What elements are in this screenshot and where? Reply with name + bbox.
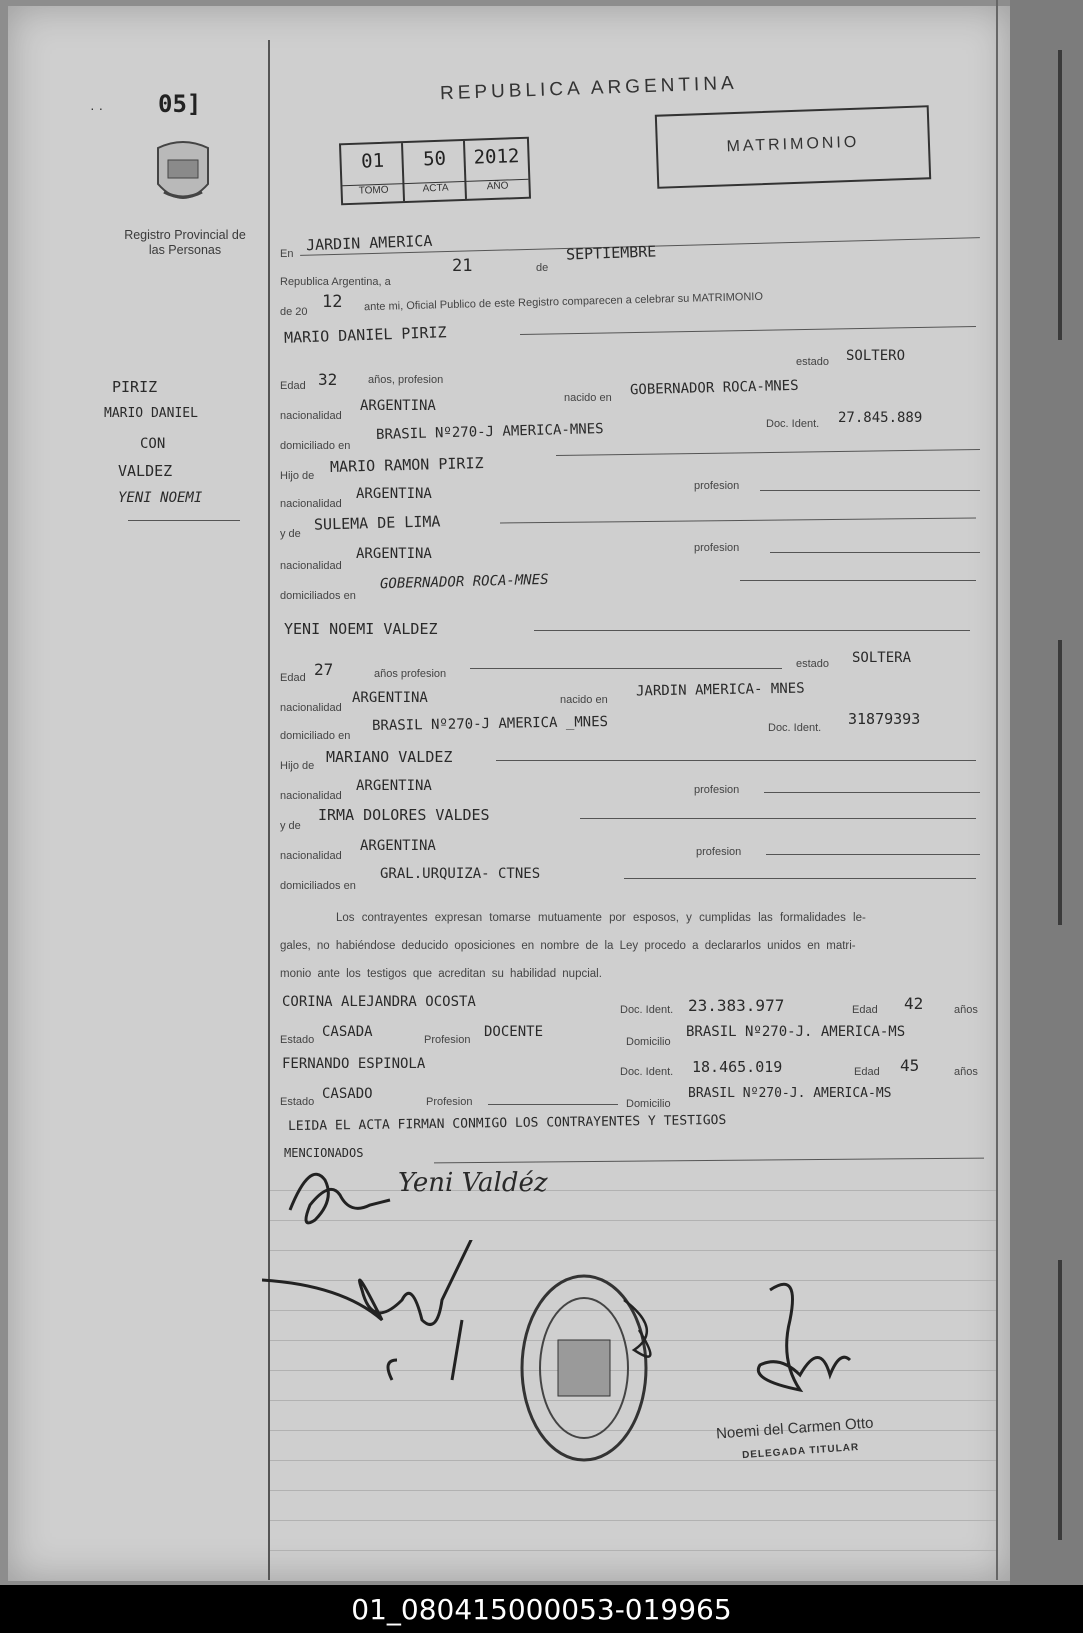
official-stamp-icon [514, 1270, 654, 1470]
bride-nacionalidad: ARGENTINA [352, 690, 428, 706]
bride-mother-nac-label: nacionalidad [280, 850, 342, 862]
witness1-profesion: DOCENTE [484, 1024, 544, 1040]
witness1-doc: 23.383.977 [688, 996, 785, 1015]
page-number: 05] [158, 90, 202, 118]
de-label: de [536, 262, 549, 274]
witness1-estado: CASADA [322, 1024, 373, 1040]
groom-parents-domicilio: GOBERNADOR ROCA-MNES [379, 571, 549, 593]
witness1-name: CORINA ALEJANDRA OCOSTA [282, 994, 476, 1010]
witness2-doc-label: Doc. Ident. [620, 1066, 674, 1078]
bride-mother: IRMA DOLORES VALDES [318, 806, 490, 824]
bride-mother-prof-label: profesion [696, 846, 742, 858]
bride-doc-label: Doc. Ident. [768, 722, 822, 734]
witness1-prof-label: Profesion [424, 1034, 471, 1046]
witness2-estado: CASADO [322, 1086, 373, 1102]
groom-mother-nac: ARGENTINA [356, 546, 432, 562]
anio-label: AÑO [466, 179, 529, 200]
groom-domicilio: BRASIL Nº270-J AMERICA-MNES [375, 421, 604, 443]
margin-note-con: CON [140, 436, 166, 452]
official-name: Noemi del Carmen Otto [715, 1414, 874, 1443]
registry-label: Registro Provincial de las Personas [124, 228, 246, 257]
tomo-label: TOMO [342, 183, 405, 204]
groom-edad: 32 [318, 370, 338, 389]
bride-anos-label: años profesion [374, 668, 447, 680]
witness1-edad-label: Edad [852, 1004, 878, 1016]
bride-estado: SOLTERA [852, 650, 912, 666]
bride-signature: Yeni Valdéz [398, 1168, 548, 1198]
official-signature-icon [740, 1280, 870, 1410]
bride-nacido-label: nacido en [560, 694, 608, 706]
witness2-domicilio: BRASIL Nº270-J. AMERICA-MS [688, 1086, 892, 1101]
bride-doms-label: domiciliados en [280, 880, 356, 892]
footer-bar [0, 1585, 1083, 1633]
bride-edad-label: Edad [280, 672, 306, 684]
bride-father-nac: ARGENTINA [356, 778, 432, 794]
groom-nacido-label: nacido en [564, 392, 612, 404]
witness1-dom-label: Domicilio [626, 1036, 671, 1048]
groom-hijo-label: Hijo de [280, 470, 315, 482]
bride-hijo-label: Hijo de [280, 760, 315, 772]
groom-father: MARIO RAMON PIRIZ [329, 453, 484, 477]
bride-parents-domicilio: GRAL.URQUIZA- CTNES [380, 866, 541, 882]
margin-note-surname: PIRIZ [112, 378, 158, 396]
groom-yde-label: y de [280, 528, 301, 540]
groom-nacido: GOBERNADOR ROCA-MNES [629, 377, 799, 399]
intro-year: 12 [322, 292, 343, 312]
groom-anos-label: años, profesion [368, 374, 444, 386]
year-prefix: de 20 [280, 306, 308, 318]
witness2-edad: 45 [900, 1056, 920, 1075]
groom-doc: 27.845.889 [838, 410, 923, 426]
groom-father-nac-label: nacionalidad [280, 498, 342, 510]
witness1-anos-label: años [954, 1004, 978, 1016]
groom-name: MARIO DANIEL PIRIZ [283, 323, 447, 347]
rep-label: Republica Argentina, a [280, 276, 391, 288]
groom-father-nac: ARGENTINA [356, 486, 432, 502]
official-title: DELEGADA TITULAR [741, 1441, 860, 1462]
groom-nac-label: nacionalidad [280, 410, 342, 422]
formal-text-line-3: monio ante los testigos que acreditan su habilidad nupcial. [280, 968, 602, 980]
tomo-value: 01 [360, 149, 385, 173]
bride-name: YENI NOEMI VALDEZ [284, 620, 438, 638]
act-type-box [655, 105, 931, 189]
witness2-prof-label: Profesion [426, 1096, 473, 1108]
witness2-edad-label: Edad [854, 1066, 880, 1078]
witness2-dom-label: Domicilio [626, 1098, 671, 1110]
witness1-edad: 42 [904, 994, 924, 1013]
bride-doc: 31879393 [848, 710, 921, 728]
margin-note-bride-name: YENI NOEMI [118, 490, 203, 506]
ruled-line [270, 1550, 996, 1551]
groom-dom-label: domiciliado en [280, 440, 351, 452]
intro-text: ante mi, Oficial Publico de este Registro comparecen a celebrar su MATRIMONIO [363, 290, 764, 314]
acta-value: 50 [422, 147, 447, 171]
page-dots: · · [90, 100, 104, 116]
closing-line-2: MENCIONADOS [284, 1146, 364, 1160]
bride-yde-label: y de [280, 820, 301, 832]
bride-domicilio: BRASIL Nº270-J AMERICA _MNES [371, 713, 609, 735]
bride-nacido: JARDIN AMERICA- MNES [635, 680, 805, 700]
witness2-estado-label: Estado [280, 1096, 315, 1108]
ruled-line [270, 1520, 996, 1521]
acta-label: ACTA [404, 181, 467, 202]
tomo-acta-box [339, 137, 531, 206]
en-label: En [280, 248, 294, 260]
bride-estado-label: estado [796, 658, 830, 670]
bride-father-nac-label: nacionalidad [280, 790, 342, 802]
intro-month: SEPTIEMBRE [565, 242, 657, 264]
groom-edad-label: Edad [280, 380, 306, 392]
province-seal-icon [150, 138, 216, 212]
bride-nac-label: nacionalidad [280, 702, 342, 714]
witness1-signature-icon [262, 1240, 492, 1400]
right-rule [996, 0, 998, 1580]
witness1-domicilio: BRASIL Nº270-J. AMERICA-MS [686, 1024, 906, 1040]
margin-note-name: MARIO DANIEL [104, 406, 198, 421]
bride-edad: 27 [314, 660, 334, 679]
act-type-label: MATRIMONIO [726, 133, 860, 156]
formal-text-line-2: gales, no habiéndose deducido oposiciones en nombre de la Ley procedo a declararlos unidos en matri- [280, 940, 856, 952]
footer-code: 01_080415000053-019965 [351, 1593, 732, 1626]
groom-mother: SULEMA DE LIMA [313, 512, 441, 534]
groom-mother-nac-label: nacionalidad [280, 560, 342, 572]
ruled-line [270, 1490, 996, 1491]
bride-father-prof-label: profesion [694, 784, 740, 796]
intro-place: JARDIN AMERICA [305, 231, 433, 255]
groom-doc-label: Doc. Ident. [766, 418, 820, 430]
intro-day: 21 [452, 256, 473, 276]
groom-signature-icon [280, 1150, 400, 1240]
bride-mother-nac: ARGENTINA [360, 838, 436, 854]
bride-dom-label: domiciliado en [280, 730, 351, 742]
country-title: REPUBLICA ARGENTINA [439, 72, 738, 105]
witness1-estado-label: Estado [280, 1034, 315, 1046]
witness2-doc: 18.465.019 [692, 1058, 783, 1076]
witness2-anos-label: años [954, 1066, 978, 1078]
formal-text-line-1: Los contrayentes expresan tomarse mutuamente por esposos, y cumplidas las formalidades le- [336, 912, 866, 924]
closing-line-1: LEIDA EL ACTA FIRMAN CONMIGO LOS CONTRAYENTES Y TESTIGOS [287, 1112, 727, 1135]
witness1-doc-label: Doc. Ident. [620, 1004, 674, 1016]
witness2-name: FERNANDO ESPINOLA [282, 1056, 426, 1072]
book-edge [1010, 0, 1083, 1585]
groom-estado: SOLTERO [846, 348, 906, 364]
groom-estado-label: estado [796, 356, 830, 368]
groom-nacionalidad: ARGENTINA [360, 398, 436, 414]
bride-father: MARIANO VALDEZ [326, 748, 453, 766]
groom-mother-prof-label: profesion [694, 542, 740, 554]
margin-note-bride-surname: VALDEZ [118, 462, 173, 480]
anio-value: 2012 [473, 145, 520, 169]
groom-father-prof-label: profesion [694, 480, 740, 492]
groom-doms-label: domiciliados en [280, 590, 356, 602]
margin-note-underline [128, 520, 240, 521]
